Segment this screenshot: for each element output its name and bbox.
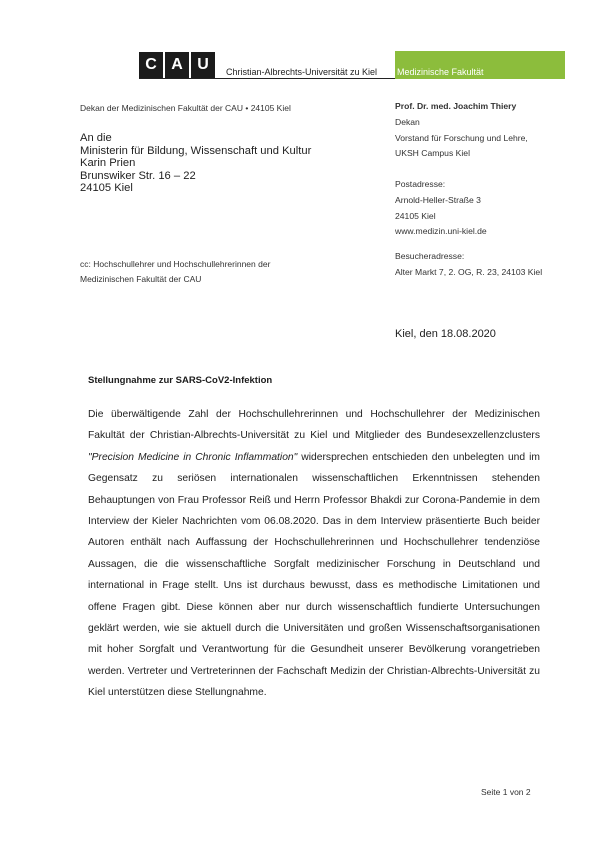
postal-city: 24105 Kiel (395, 210, 436, 221)
dean-name: Prof. Dr. med. Joachim Thiery (395, 101, 517, 111)
cc-line: cc: Hochschullehrer und Hochschullehrerinnen der (80, 259, 271, 269)
cau-logo (139, 52, 215, 78)
logo-underline (139, 78, 395, 79)
university-name: Christian-Albrechts-Universität zu Kiel (226, 67, 378, 77)
faculty-name: Medizinische Fakultät (397, 67, 484, 77)
recipient-line: Brunswiker Str. 16 – 22 (80, 169, 196, 182)
body-text-1: Die überwältigende Zahl der Hochschullehrerinnen und Hochschullehrer der Medizinischen Fakultät der Christian-Albrechts-Universität zu Kiel und Mitglieder des Bundesexzellenzclusters (88, 409, 540, 442)
postal-street: Arnold-Heller-Straße 3 (395, 194, 481, 205)
dean-block (395, 99, 528, 162)
letter-date: Kiel, den 18.08.2020 (395, 328, 496, 340)
body-emphasis: "Precision Medicine in Chronic Inflammation" (88, 451, 298, 463)
logo-letter-a: A (165, 52, 189, 78)
recipient-address (80, 132, 311, 195)
cc-block (80, 257, 270, 287)
letter-body (88, 404, 540, 704)
visitor-label: Besucheradresse: (395, 251, 465, 261)
dean-role: Vorstand für Forschung und Lehre, (395, 132, 528, 143)
letter-subject: Stellungnahme zur SARS-CoV2-Infektion (88, 375, 273, 386)
visitor-block (395, 249, 542, 281)
postal-web: www.medizin.uni-kiel.de (395, 226, 487, 237)
dean-campus: UKSH Campus Kiel (395, 148, 470, 159)
sender-line: Dekan der Medizinischen Fakultät der CAU • 24105 Kiel (80, 103, 291, 113)
logo-letter-u: U (191, 52, 215, 78)
dean-title: Dekan (395, 116, 420, 127)
recipient-line: 24105 Kiel (80, 182, 133, 194)
visitor-address: Alter Markt 7, 2. OG, R. 23, 24103 Kiel (395, 266, 543, 277)
postal-label: Postadresse: (395, 179, 446, 189)
page-number: Seite 1 von 2 (481, 787, 531, 797)
postal-block (395, 177, 487, 240)
recipient-line: Ministerin für Bildung, Wissenschaft und Kultur (80, 144, 312, 157)
recipient-line: An die (80, 132, 112, 144)
logo-letter-c: C (139, 52, 163, 78)
cc-line: Medizinischen Fakultät der CAU (80, 274, 202, 284)
recipient-line: Karin Prien (80, 157, 136, 169)
body-text-2: widersprechen entschieden den unbelegten und im Gegensatz zu seriösen internationalen wissenschaftlichen Erkenntnissen stehenden Behauptungen von Frau Professor Reiß und Herrn Professor Bhakdi zur Corona-Pandemie in dem Interview der Kieler Nachrichten vom 06.08.2020. Das in dem Interview präsentierte Buch beider Autoren enthält nach Auffassung der Hochschullehrerinnen und Hochschullehrer tendenziöse Aussagen, die die wissenschaftliche Sorgfalt medizinischer Forschung in Deutschland und international in Frage stellt. Uns ist durchaus bewusst, dass es methodische Limitationen und offene Fragen gibt. Diese können aber nur durch wissenschaftlich fundierte Untersuchungen geklärt werden, wie sie aktuell durch die Universitäten und großen Wissenschaftsorganisationen mit hoher Sorgfalt und Verantwortung für die Gesundheit unserer Bevölkerung vorangetrieben werden. Vertreter und Vertreterinnen der Fachschaft Medizin der Christian-Albrechts-Universität zu Kiel unterstützen diese Stellungnahme. (88, 451, 540, 699)
